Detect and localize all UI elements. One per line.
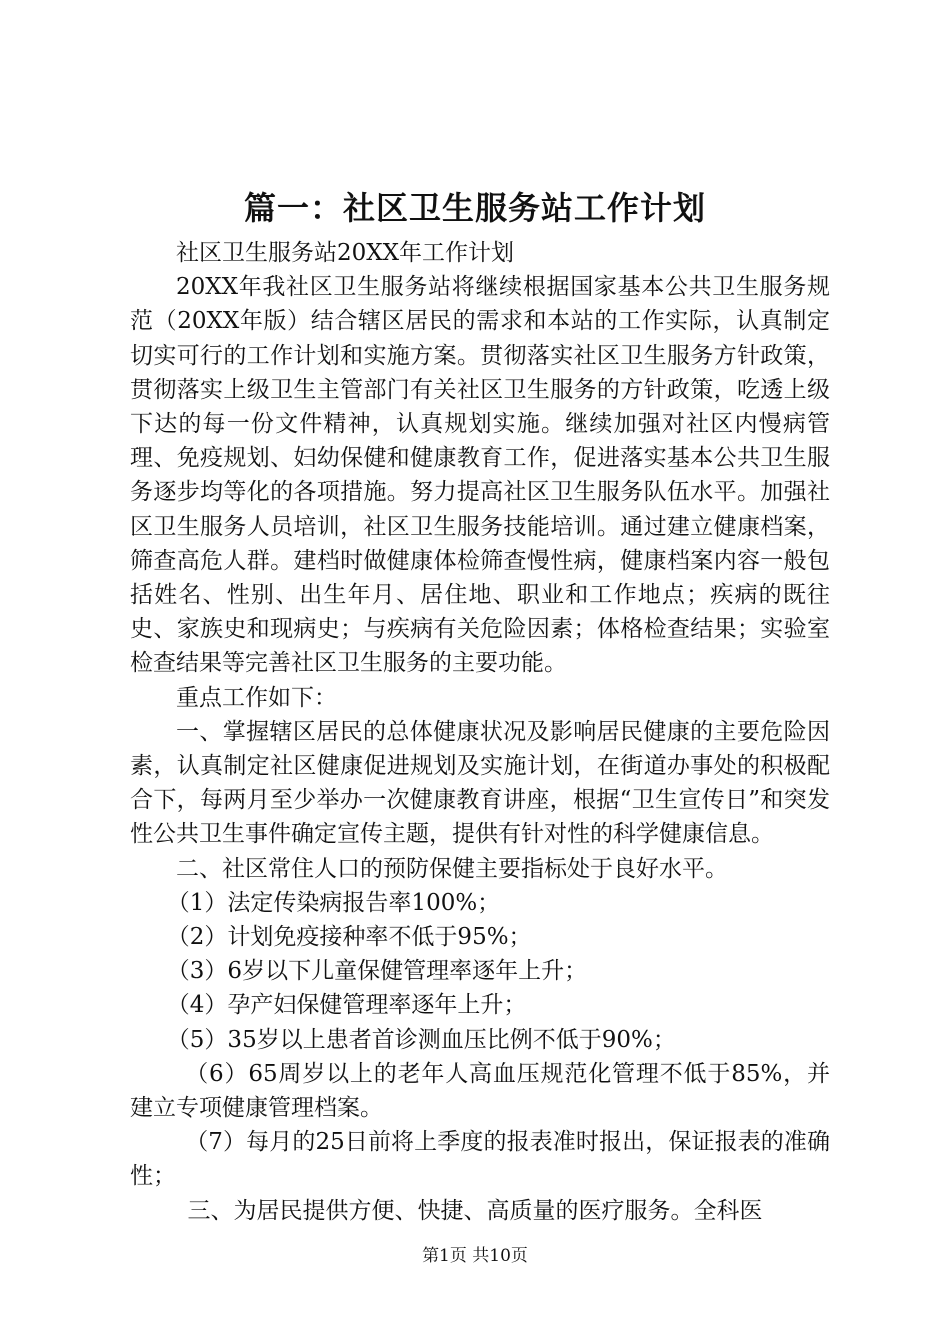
document-title: 篇一：社区卫生服务站工作计划 [243, 189, 706, 227]
list-item: （3）6岁以下儿童保健管理率逐年上升； [166, 958, 588, 985]
list-item: （7）每月的25日前将上季度的报表准时报出，保证报表的准确性； [130, 1129, 830, 1190]
paragraph-section-2: 二、社区常住人口的预防保健主要指标处于良好水平。 [176, 855, 728, 882]
page-number: 第1页 共10页 [422, 1246, 528, 1266]
paragraph-intro: 20XX年我社区卫生服务站将继续根据国家基本公共卫生服务规范（20XX年版）结合辖区居民的需求和本站的工作实际，认真制定切实可行的工作计划和实施方案。贯彻落实社区卫生服务方针政策，贯彻落实上级卫生主管部门有关社区卫生服务的方针政策，吃透上级下达的每一份文件精神，认真规划实施。继续加强对社区内慢病管理、免疫规划、妇幼保健和健康教育工作，促进落实基本公共卫生服务逐步均等化的各项措施。努力提高社区卫生服务队伍水平。加强社区卫生服务人员培训，社区卫生服务技能培训。通过建立健康档案，筛查高危人群。建档时做健康体检筛查慢性病，健康档案内容一般包括姓名、性别、出生年月、居住地、职业和工作地点；疾病的既往史、家族史和现病史；与疾病有关危险因素；体格检查结果；实验室检查结果等完善社区卫生服务的主要功能。 [130, 274, 830, 677]
list-item: （4）孕产妇保健管理率逐年上升； [166, 992, 527, 1019]
paragraph-subtitle: 社区卫生服务站20XX年工作计划 [176, 240, 515, 266]
list-item: （1）法定传染病报告率100%； [166, 889, 501, 916]
list-item: （2）计划免疫接种率不低于95%； [166, 924, 532, 951]
paragraph-section-1: 一、掌握辖区居民的总体健康状况及影响居民健康的主要危险因素，认真制定社区健康促进规划及实施计划，在街道办事处的积极配合下，每两月至少举办一次健康教育讲座，根据“卫生宣传日”和突发性公共卫生事件确定宣传主题，提供有针对性的科学健康信息。 [130, 718, 830, 848]
list-item: （6）65周岁以上的老年人高血压规范化管理不低于85%，并建立专项健康管理档案。 [130, 1060, 830, 1122]
document-body [130, 236, 830, 1228]
list-item: （5）35岁以上患者首诊测血压比例不低于90%； [166, 1026, 676, 1053]
paragraph-section-3: 三、为居民提供方便、快捷、高质量的医疗服务。全科医 [187, 1197, 763, 1224]
paragraph-key-work: 重点工作如下： [176, 684, 337, 711]
